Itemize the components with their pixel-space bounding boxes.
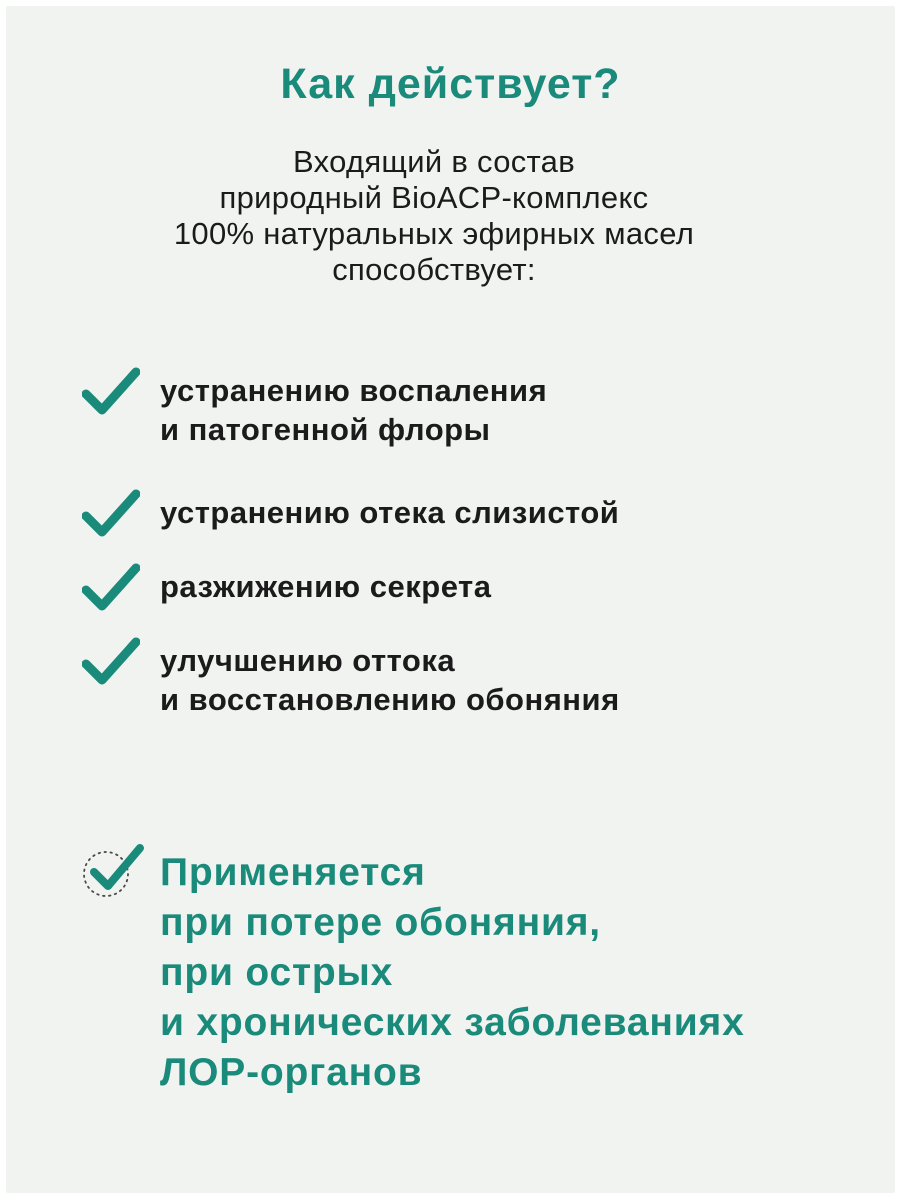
usage-line: Применяется: [160, 851, 426, 894]
intro-line: Входящий в состав: [293, 144, 575, 179]
checkmark-icon: [82, 488, 140, 540]
benefit-text: [160, 641, 620, 719]
usage-line: при острых: [160, 951, 394, 994]
benefit-text: [160, 493, 619, 532]
checkmark-icon: [82, 636, 140, 688]
benefit-line: и патогенной флоры: [160, 412, 491, 447]
intro-text: [6, 144, 862, 288]
benefit-text: [160, 567, 491, 606]
intro-line: природный BioACP-комплекс: [219, 180, 649, 215]
intro-line: 100% натуральных эфирных масел: [173, 216, 695, 251]
benefit-line: устранению отека слизистой: [160, 495, 620, 530]
checkmark-icon: [82, 562, 140, 614]
benefit-line: и восстановлению обоняния: [160, 682, 620, 717]
checkmark-icon: [82, 366, 140, 418]
info-card: [6, 6, 895, 1193]
intro-line: способствует:: [332, 252, 536, 287]
usage-line: ЛОР-органов: [160, 1051, 423, 1094]
benefit-line: улучшению оттока: [160, 643, 456, 678]
benefit-line: устранению воспаления: [160, 373, 548, 408]
dotted-circle-checkmark-icon: [82, 842, 146, 902]
usage-line: при потере обоняния,: [160, 901, 601, 944]
benefit-line: разжижению секрета: [160, 569, 492, 604]
usage-text: [160, 848, 745, 1098]
page-title: Как действует?: [280, 60, 621, 108]
benefit-text: [160, 371, 547, 449]
usage-line: и хронических заболеваниях: [160, 1001, 745, 1044]
